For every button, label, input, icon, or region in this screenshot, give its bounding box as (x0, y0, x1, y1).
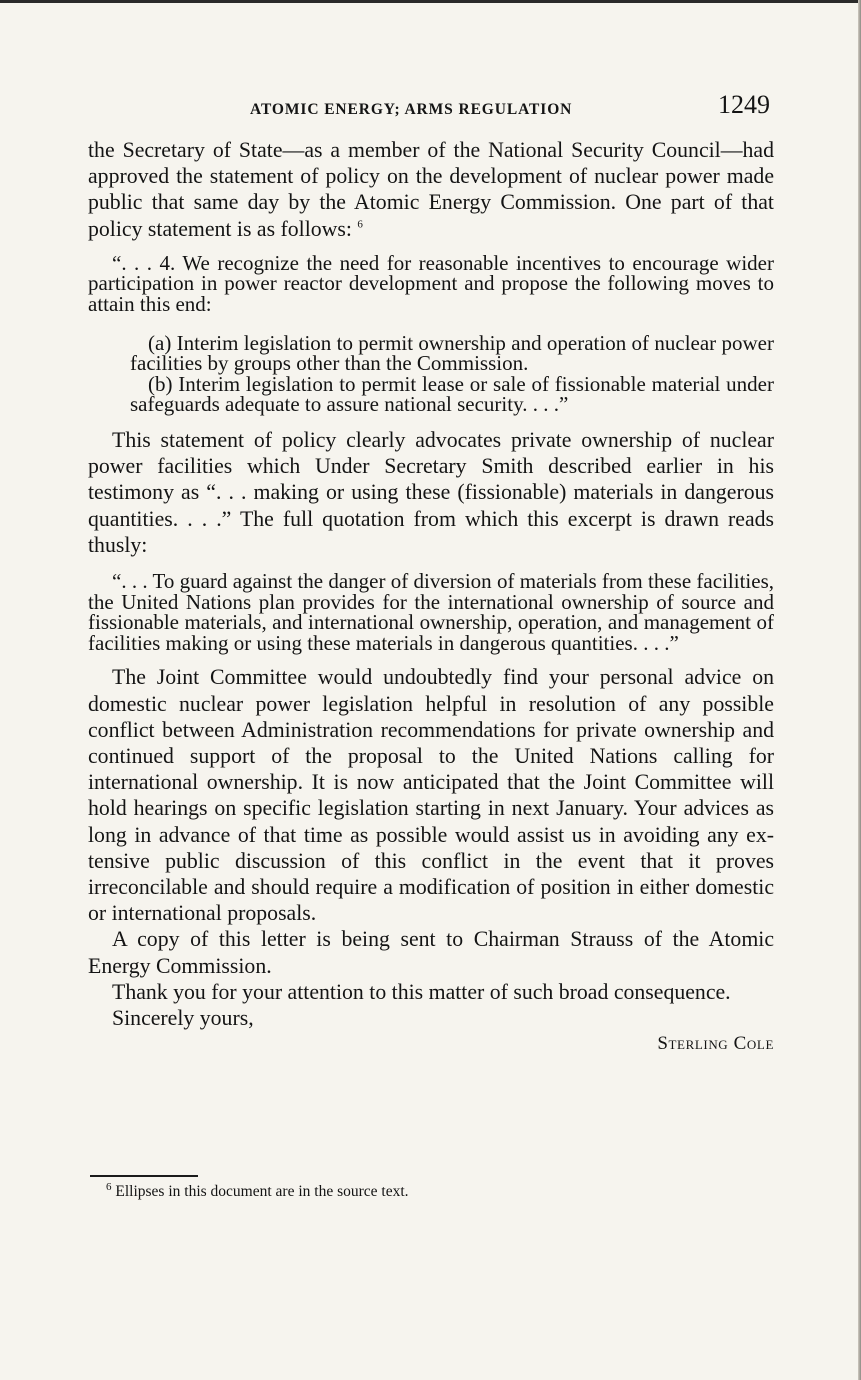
footnote (106, 1180, 409, 1201)
paragraph-thanks: Thank you for your attention to this matter of such broad consequence. (112, 979, 731, 1004)
footnote-reference: 6 (357, 218, 363, 231)
quote-item-a: (a) Interim legislation to permit ownership and operation of nuclear power facilities by groups other than the Commission. (130, 330, 774, 376)
footnote-text: Ellipses in this document are in the source text. (115, 1183, 409, 1200)
quote-policy-item-4: “. . . 4. We recognize the need for reasonable incentives to encourage wider participation in power reactor development and propose the following moves to attain this end: (88, 250, 774, 316)
page-top-edge (0, 0, 861, 3)
paragraph-intro (88, 137, 774, 242)
running-head: ATOMIC ENERGY; ARMS REGULATION (250, 101, 573, 118)
signature (88, 1031, 774, 1057)
quote-united-nations-plan: “. . . To guard against the danger of diversion of materials from these facilities, the United Nations plan provides for the international ownership of source and fissionable materials, and international ownership, operation, and management of facilities making or using these materials in dangerous quantities. . . .” (88, 568, 774, 655)
spacer (88, 653, 774, 664)
paragraph-copy-notice: A copy of this letter is being sent to Chairman Strauss of the Atomic Energy Commission. (88, 927, 774, 978)
signature-name: Sterling Cole (657, 1033, 774, 1055)
footnote-divider (90, 1175, 198, 1177)
footnote-marker: 6 (106, 1180, 112, 1193)
paragraph-intro-text: the Secretary of State—as a member of the National Security Council—had approved the statement of policy on the development of nuclear power made public that same day by the Atomic Energy Commission. One part of that policy statement is as follows: (88, 138, 774, 241)
quote-item-b: (b) Interim legislation to permit lease or sale of fissionable material under safeguards adequate to assure national security. . . .” (130, 371, 774, 417)
paragraph-policy-analysis: This statement of policy clearly advocates private ownership of nuclear power facilities which Under Secretary Smith described earlier in his testimony as “. . . making or using these (fissionable) materials in dangerous quantities. . . .” The full quotation from which this excerpt is drawn reads thusly: (88, 427, 774, 557)
closing-salutation: Sincerely yours, (112, 1006, 254, 1030)
paragraph-joint-committee: The Joint Committee would undoubtedly find your personal advice on domestic nuclear power legislation helpful in resolution of any possible conflict between Administration recommendations for private ownership and continued support of the proposal to the United Nations calling for international ownership. It is now anticipated that the Joint Committee will hold hearings on specific legislation starting in next January. Your advices as long in advance of that time as possible would assist us in avoiding any extensive public discussion of this conflict in the event that it proves irreconcilable and should require a modification of position in either domestic or international proposals. (88, 665, 774, 926)
page-number: 1249 (718, 90, 770, 119)
document-body (88, 137, 774, 1057)
page-header (88, 90, 772, 126)
spacer (88, 315, 774, 333)
spacer (88, 415, 774, 427)
